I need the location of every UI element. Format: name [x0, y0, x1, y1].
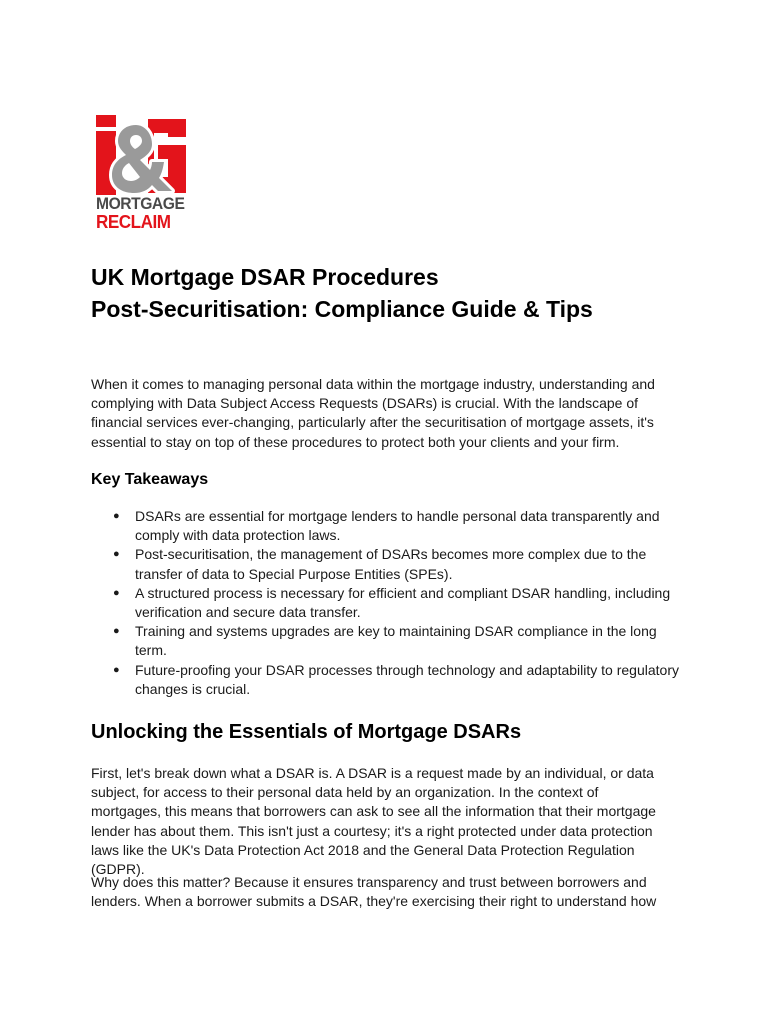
- logo-monogram-icon: [96, 115, 190, 195]
- section-paragraph-1: First, let's break down what a DSAR is. A DSAR is a request made by an individual, or data subject, for access to their personal data held by an organization. In the context of mortgages, this means that borrowers can ask to see all the information that their mortgage lender has about them. This isn't just a courtesy; it's a right protected under data protection laws like the UK's Data Protection Act 2018 and the General Data Protection Regulation (GDPR).: [91, 765, 656, 878]
- bullet-icon: ●: [113, 663, 120, 676]
- bullet-icon: ●: [113, 548, 120, 561]
- list-item: [91, 661, 680, 699]
- key-takeaways-list: [91, 507, 691, 699]
- logo-wordmark-reclaim: RECLAIM: [96, 212, 171, 232]
- page-title: [91, 261, 711, 325]
- page-title-line-2: Post-Securitisation: Compliance Guide & Tips: [91, 296, 593, 322]
- key-takeaways-heading: Key Takeaways: [91, 471, 209, 488]
- list-item: [91, 545, 680, 583]
- list-item: [91, 622, 680, 660]
- list-item: [91, 507, 680, 545]
- bullet-icon: ●: [113, 625, 120, 638]
- list-item-text: DSARs are essential for mortgage lenders to handle personal data transparently and comply with data protection laws.: [135, 508, 660, 544]
- list-item-text: Future-proofing your DSAR processes through technology and adaptability to regulatory changes is crucial.: [135, 661, 679, 697]
- logo-wordmark-mortgage: MORTGAGE: [96, 194, 185, 213]
- section-heading: Unlocking the Essentials of Mortgage DSARs: [91, 721, 522, 743]
- company-logo: [96, 115, 190, 233]
- list-item-text: Training and systems upgrades are key to maintaining DSAR compliance in the long term.: [135, 623, 657, 659]
- bullet-icon: ●: [113, 586, 120, 599]
- list-item-text: A structured process is necessary for efficient and compliant DSAR handling, including verification and secure data transfer.: [135, 584, 671, 621]
- list-item: [91, 584, 680, 622]
- intro-paragraph: When it comes to managing personal data within the mortgage industry, understanding and complying with Data Subject Access Requests (DSARs) is crucial. With the landscape of financial services ever-changing, particularly after the securitisation of mortgage assets, it's essential to stay on top of these procedures to protect both your clients and your firm.: [91, 376, 655, 450]
- section-paragraph-2: Why does this matter? Because it ensures transparency and trust between borrowers and lenders. When a borrower submits a DSAR, they're exercising their right to understand how: [91, 874, 657, 910]
- bullet-icon: ●: [113, 510, 120, 522]
- page-title-line-1: UK Mortgage DSAR Procedures: [91, 264, 439, 290]
- list-item-text: Post-securitisation, the management of DSARs becomes more complex due to the transfer of data to Special Purpose Entities (SPEs).: [135, 546, 647, 582]
